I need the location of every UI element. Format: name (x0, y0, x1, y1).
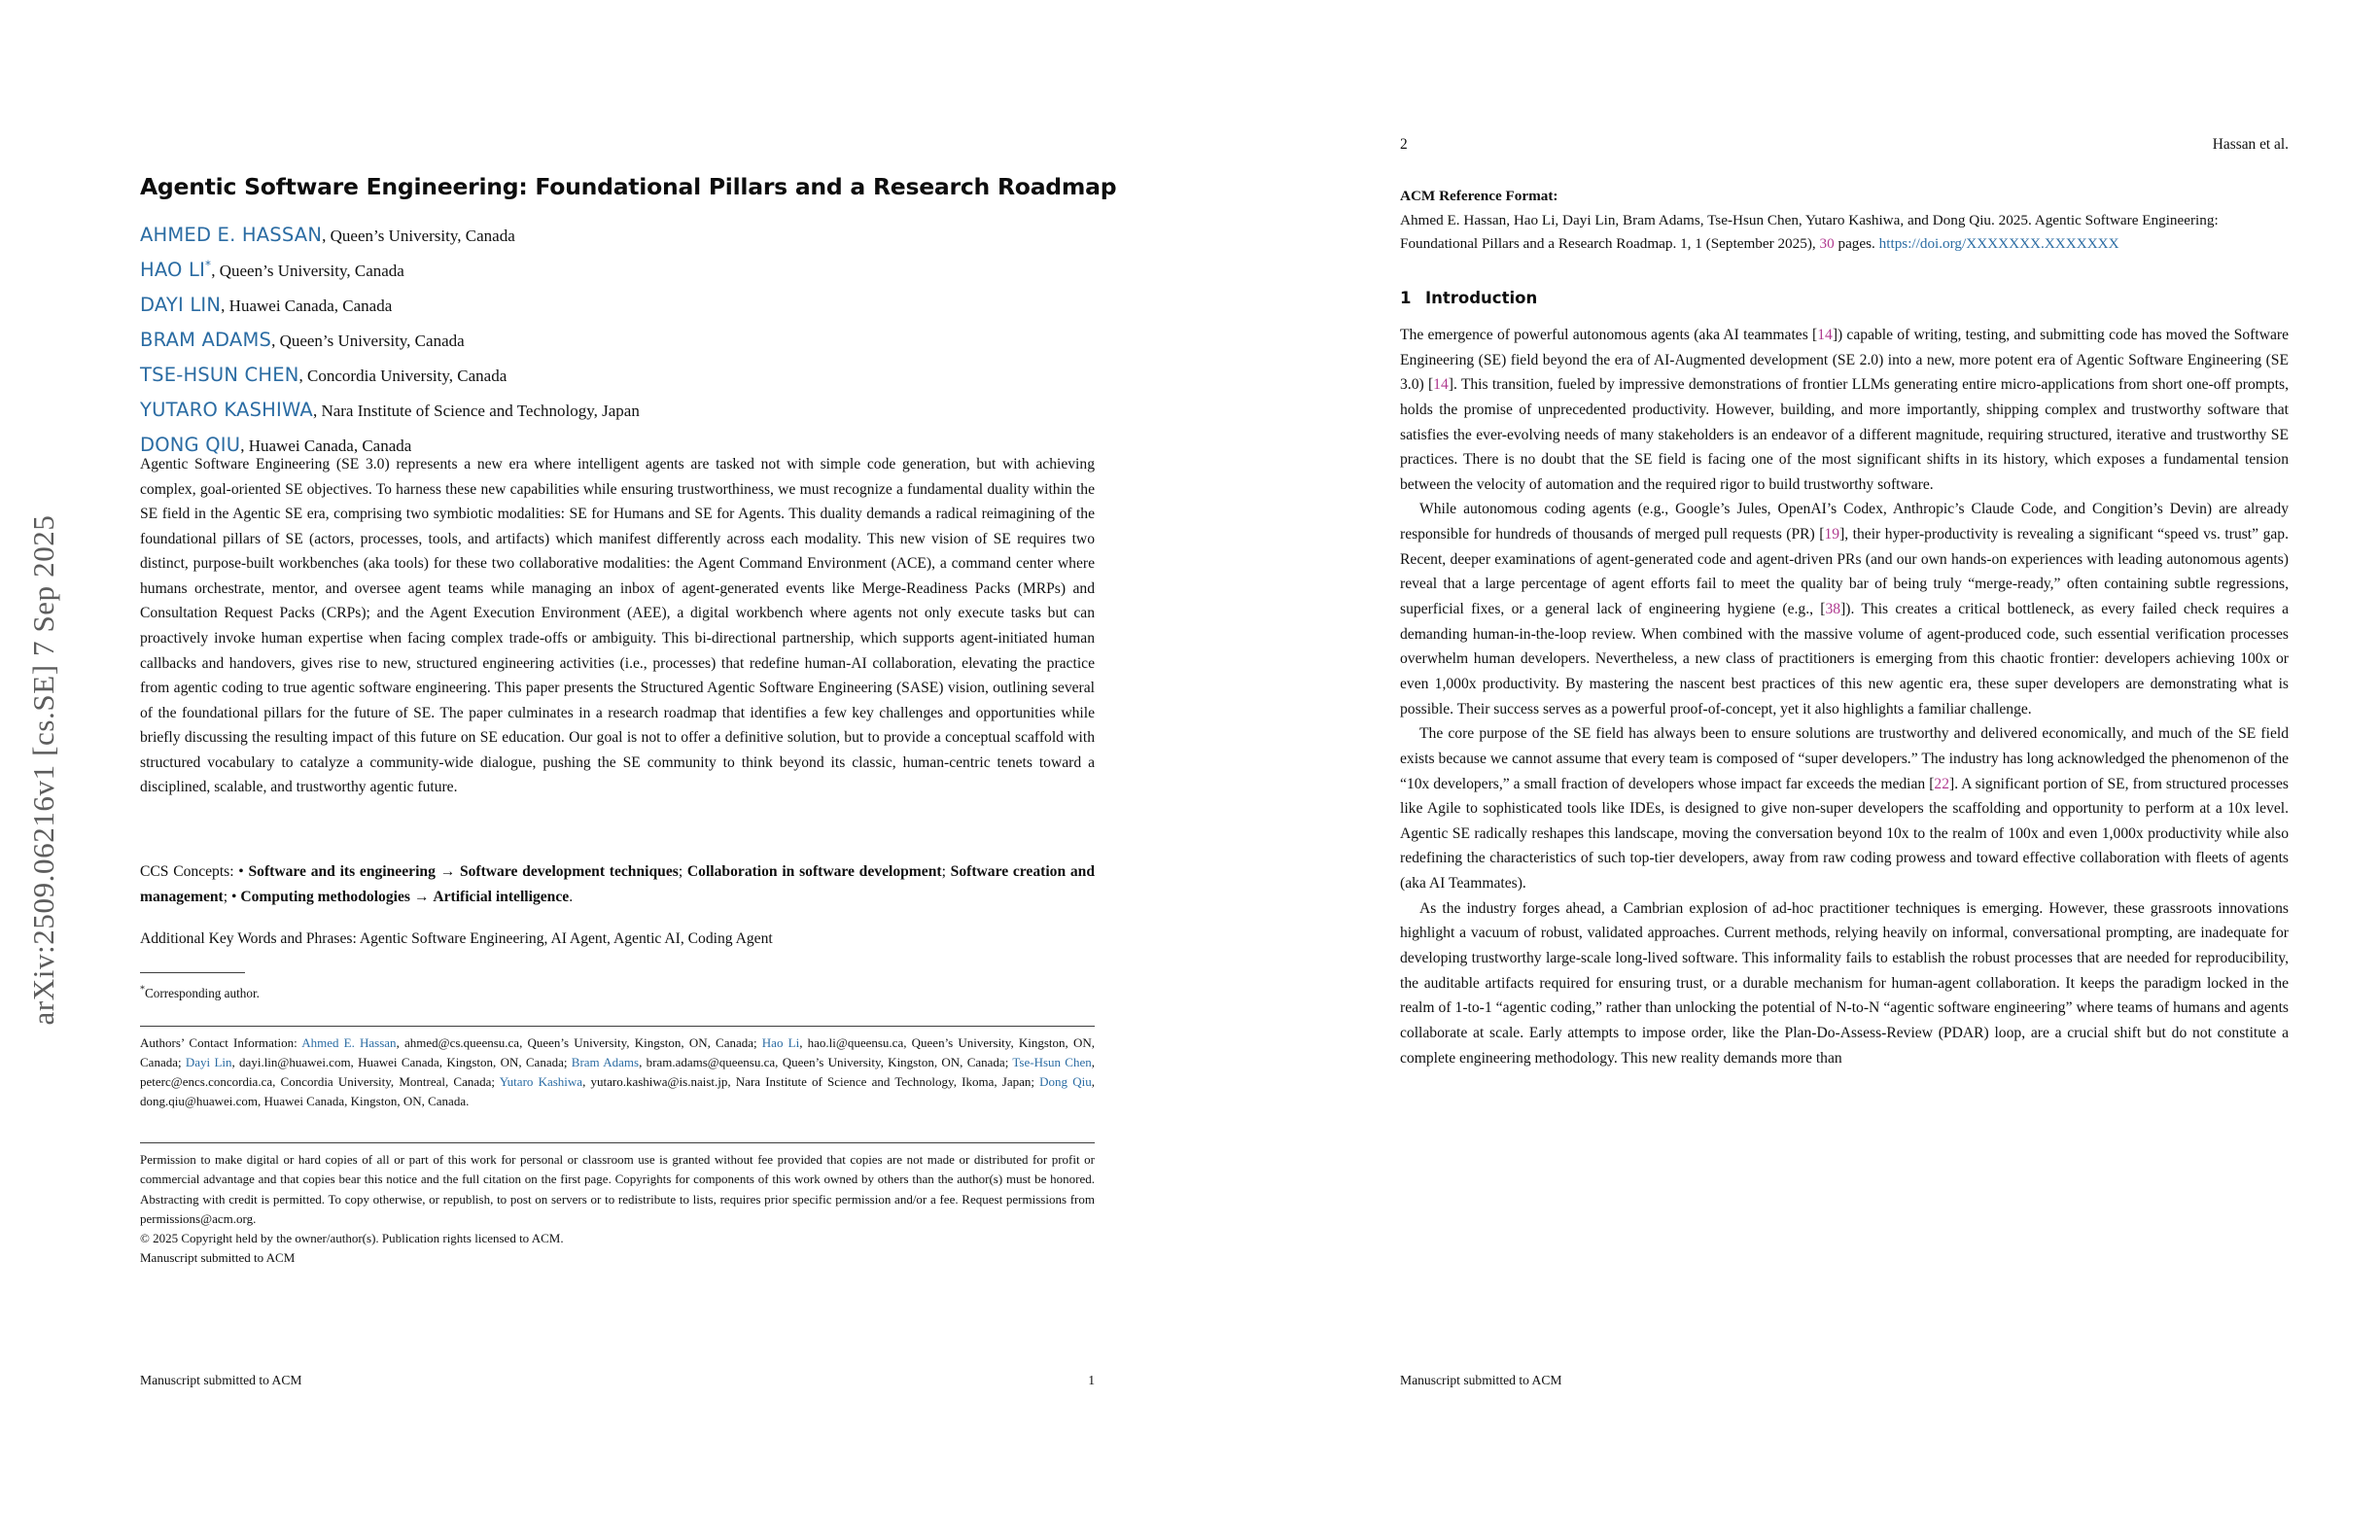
author-name-text: AHMED E. HASSAN (140, 224, 323, 246)
contact-rest-chen: , peterc@encs.concordia.ca, Concordia University, Montreal, Canada; (140, 1055, 1095, 1090)
ccs-sep-1: ; (678, 863, 687, 880)
text-run: The emergence of powerful autonomous agents (aka AI teammates [ (1400, 327, 1818, 343)
corresponding-author-note (140, 984, 260, 1003)
permission-notice (140, 1150, 1095, 1269)
page-left-content (140, 0, 1117, 1540)
page-left (70, 0, 1165, 1540)
page-footer-right (1400, 1373, 2289, 1388)
section-heading-introduction (1400, 289, 1537, 307)
author-name-text: YUTARO KASHIWA (140, 399, 313, 421)
ccs-term-5: Computing methodologies (240, 888, 410, 905)
contact-link-hassan[interactable]: Ahmed E. Hassan (301, 1035, 397, 1050)
citation-ref[interactable]: 14 (1433, 376, 1449, 394)
ccs-term-6: Artificial intelligence (433, 888, 570, 905)
author-affiliation: , Huawei Canada, Canada (240, 437, 412, 455)
contact-rest-adams: , bram.adams@queensu.ca, Queen’s University, Kingston, ON, Canada; (639, 1055, 1013, 1070)
acm-reference-part2: pages. (1834, 235, 1879, 253)
section-number: 1 (1400, 289, 1412, 307)
ccs-term-3: Collaboration in software development (686, 863, 942, 880)
contact-link-qiu[interactable]: Dong Qiu (1039, 1074, 1092, 1090)
introduction-body (1400, 323, 2289, 1070)
contact-link-lin[interactable]: Dayi Lin (185, 1055, 232, 1070)
ccs-prefix: CCS Concepts: • (140, 863, 249, 880)
text-run: ]. A significant portion of SE, from structured processes like Agile to sophisticated tools like IDEs, is designed to give non-super developers the scaffolding and opportunity to perform at a 10x level. Agentic SE radically reshapes this landscape, moving the conversation beyond 10x to the realm of 100x and even 1,000x productivity while also redefining the characteristics of such top-tier developers, away from raw coding prowess and toward effective collaboration with fleets of agents (aka AI Teammates). (1400, 775, 2289, 892)
paragraph (1400, 721, 2289, 895)
footer-page-number: 1 (1088, 1373, 1095, 1387)
contact-rest-lin: , dayi.lin@huawei.com, Huawei Canada, Kingston, ON, Canada; (231, 1055, 572, 1070)
text-run: ]) capable of writing, testing, and submitting code has moved the Software Engineering (SE) field beyond the era of AI-Augmented development (SE 2.0) into a new, more potent era of Agentic Software Engineering (SE 3.0) [ (1400, 327, 2290, 394)
copyright-line: © 2025 Copyright held by the owner/author(s). Publication rights licensed to ACM. (140, 1231, 564, 1246)
author-name (140, 294, 221, 316)
permission-body: Permission to make digital or hard copies of all or part of this work for personal or classroom use is granted without fee provided that copies are not made or distributed for profit or commercial advantage and that copies bear this notice and the full citation on the first page. Copyrights for components of this work owned by others than the author(s) must be honored. Abstracting with credit is permitted. To copy otherwise, or republish, to post on servers or to redistribute to lists, requires prior specific permission and/or a fee. Request permissions from permissions@acm.org. (140, 1152, 1095, 1226)
author-affiliation: , Queen’s University, Canada (322, 227, 515, 245)
ccs-concepts (140, 859, 1095, 909)
abstract: Agentic Software Engineering (SE 3.0) represents a new era where intelligent agents are tasked not with simple code generation, but with achieving complex, goal-oriented SE objectives. To harness these new capabilities while ensuring trustworthiness, we must recognize a fundamental duality within the SE field in the Agentic SE era, comprising two symbiotic modalities: SE for Humans and SE for Agents. This duality demands a radical reimagining of the foundational pillars of SE (actors, processes, tools, and artifacts) which manifest differently across each modality. This new vision of SE requires two distinct, purpose-built workbenches (aka tools) for these two collaborative modalities: the Agent Command Environment (ACE), a command center where humans orchestrate, mentor, and oversee agent teams while managing an inbox of agent-generated events like Merge-Readiness Packs (MRPs) and Consultation Request Packs (CRPs); and the Agent Execution Environment (AEE), a digital workbench where agents not only execute tasks but can proactively invoke human expertise when facing complex trade-offs or ambiguity. This bi-directional partnership, which supports agent-initiated human callbacks and handovers, gives rise to new, structured engineering activities (i.e., processes) that redefine human-AI collaboration, elevating the practice from agentic coding to true agentic software engineering. This paper presents the Structured Agentic Software Engineering (SASE) vision, outlining several of the foundational pillars for the future of SE. The paper culminates in a research roadmap that identifies a few key challenges and opportunities while briefly discussing the resulting impact of this future on SE education. Our goal is not to offer a definitive solution, but to provide a conceptual scaffold with structured vocabulary to catalyze a community-wide dialogue, pushing the SE community to think beyond its classic, human-centric tenets toward a disciplined, scalable, and trustworthy agentic future. (140, 456, 1095, 796)
author-affiliation: , Huawei Canada, Canada (221, 297, 393, 315)
running-head (1400, 136, 2289, 154)
paragraph (1400, 497, 2289, 721)
author-name-text: DAYI LIN (140, 294, 222, 316)
author-row (140, 366, 1153, 385)
page-title: Agentic Software Engineering: Foundational Pillars and a Research Roadmap (140, 173, 1117, 200)
author-name-text: TSE-HSUN CHEN (140, 364, 299, 386)
author-name-text: HAO LI (140, 259, 206, 281)
doi-link[interactable]: https://doi.org/XXXXXXX.XXXXXXX (1878, 235, 2119, 253)
text-run: While autonomous coding agents (e.g., Google’s Jules, OpenAI’s Codex, Anthropic’s Claude Code, and Congition’s Devin) are already responsible for hundreds of thousands of merged pull requests (PR) [ (1400, 501, 2289, 543)
contact-link-kashiwa[interactable]: Yutaro Kashiwa (499, 1074, 583, 1090)
citation-ref[interactable]: 38 (1825, 601, 1841, 618)
arxiv-stamp-label: arXiv:2509.06216v1 [cs.SE] 7 Sep 2025 (26, 514, 60, 1026)
paragraph (1400, 323, 2289, 497)
ccs-term-2: Software development techniques (459, 863, 679, 880)
author-list (140, 226, 1153, 471)
ccs-arrow-1: → (435, 863, 460, 880)
author-affiliation: , Concordia University, Canada (298, 367, 508, 385)
ccs-sep-3: ; • (223, 888, 241, 905)
permission-divider (140, 1142, 1095, 1143)
text-run: The core purpose of the SE field has always been to ensure solutions are trustworthy and delivered economically, and much of the SE field exists because we cannot assume that every team is composed of “super developers.” The industry has long acknowledged the phenomenon of the “10x developers,” a small fraction of developers whose impact far exceeds the median [ (1400, 725, 2289, 792)
contact-link-adams[interactable]: Bram Adams (571, 1055, 640, 1070)
text-run: ]. This transition, fueled by impressive demonstrations of frontier LLMs generating entire micro-applications from short one-off prompts, holds the promise of unprecedented productivity. However, building, and more importantly, shipping complex and trustworthy software that satisfies the ever-evolving needs of many stakeholders is an endeavor of a different magnitude, requiring structured, iterative and trustworthy SE practices. There is no doubt that the SE field is facing one of the most significant shifts in its history, which exposes a fundamental tension between the velocity of automation and the required rigor to build trustworthy software. (1400, 376, 2289, 493)
citation-ref[interactable]: 22 (1934, 775, 1950, 792)
acm-reference-pagecount: 30 (1819, 235, 1835, 253)
author-name (140, 224, 322, 246)
authors-contact-information (140, 1033, 1095, 1111)
ccs-sep-2: ; (941, 863, 951, 880)
ccs-end: . (569, 888, 574, 905)
section-title: Introduction (1425, 289, 1538, 307)
contact-rest-li: , hao.li@queensu.ca, Queen’s University, Kingston, ON, Canada; (140, 1035, 1095, 1070)
author-row (140, 258, 1153, 281)
footer-manuscript-note: Manuscript submitted to ACM (140, 1373, 302, 1387)
author-row (140, 401, 1153, 420)
acm-reference-heading: ACM Reference Format: (1400, 188, 1558, 204)
footnote-divider-short (140, 972, 245, 973)
running-head-page-number: 2 (1400, 136, 1408, 153)
text-run: ], their hyper-productivity is revealing a significant “speed vs. trust” gap. Recent, deeper examinations of agent-generated code and agent-driven PRs (and our own hands-on experiences with leading autonomous agents) reveal that a large percentage of agent efforts fail to meet the quality bar of being truly “merge-ready,” often containing subtle regressions, superficial fixes, or a general lack of engineering hygiene (e.g., [ (1400, 526, 2289, 618)
page-footer-left (140, 1373, 1095, 1388)
corresponding-marker: * (140, 984, 145, 996)
corresponding-text: Corresponding author. (145, 986, 260, 1000)
author-name (140, 364, 299, 386)
text-run: ]). This creates a critical bottleneck, as every failed check requires a demanding human-in-the-loop review. When combined with the massive volume of agent-produced code, such essential verification processes overwhelm human developers. Nevertheless, a new class of practitioners is emerging from this chaotic frontier: developers achieving 100x or even 1,000x productivity. By mastering the nascent best practices of this new agentic era, these super developers are demonstrating what is possible. Their success serves as a powerful proof-of-concept, yet it also highlights a familiar challenge. (1400, 601, 2290, 718)
acm-reference-part1: Ahmed E. Hassan, Hao Li, Dayi Lin, Bram Adams, Tse-Hsun Chen, Yutaro Kashiwa, and Dong Qiu. 2025. Agentic Software Engineering: Foundational Pillars and a Research Roadmap. 1, 1 (September 2025), (1400, 211, 2219, 253)
author-name-text: BRAM ADAMS (140, 329, 272, 351)
page-right (1332, 0, 2353, 1540)
keywords: Additional Key Words and Phrases: Agentic Software Engineering, AI Agent, Agentic AI, Coding Agent (140, 930, 773, 947)
author-name (140, 259, 211, 281)
author-row (140, 226, 1153, 245)
contact-divider (140, 1026, 1095, 1027)
running-head-authors: Hassan et al. (2212, 136, 2289, 153)
author-footnote-marker: * (205, 258, 212, 272)
footer-manuscript-note: Manuscript submitted to ACM (1400, 1373, 1562, 1387)
paragraph (1400, 896, 2289, 1070)
contact-rest-kashiwa: , yutaro.kashiwa@is.naist.jp, Nara Institute of Science and Technology, Ikoma, Japan; (582, 1074, 1040, 1090)
contact-rest-qiu: , dong.qiu@huawei.com, Huawei Canada, Kingston, ON, Canada. (140, 1074, 1095, 1109)
author-row (140, 296, 1153, 315)
contact-label: Authors’ Contact Information: (140, 1035, 302, 1050)
author-name (140, 329, 271, 351)
author-name-text: DONG QIU (140, 434, 241, 456)
text-run: As the industry forges ahead, a Cambrian explosion of ad-hoc practitioner techniques is emerging. However, these grassroots innovations highlight a vacuum of robust, validated approaches. Current methods, relying heavily on informal, conversational prompting, are inadequate for developing trustworthy large-scale long-lived software. This informality fails to establish the robust processes that are needed for reproducibility, the auditable artifacts required for ensuring trust, or a durable mechanism for human-agent collaboration. It keeps the paradigm locked in the realm of 1-to-1 “agentic coding,” rather than unlocking the potential of N-to-N “agentic software engineering” where teams of humans and agents collaborate at scale. Early attempts to impose order, like the Plan-Do-Assess-Review (PDAR) loop, are a crucial shift but do not constitute a complete engineering methodology. This new reality demands more than (1400, 899, 2289, 1067)
manuscript-line: Manuscript submitted to ACM (140, 1250, 296, 1266)
author-row (140, 331, 1153, 350)
ccs-arrow-2: → (409, 888, 434, 905)
ccs-term-4: Software creation and management (140, 863, 1096, 905)
contact-link-li[interactable]: Hao Li (761, 1035, 800, 1050)
contact-rest-hassan: , ahmed@cs.queensu.ca, Queen’s University, Kingston, ON, Canada; (396, 1035, 762, 1050)
citation-ref[interactable]: 14 (1817, 327, 1833, 343)
author-affiliation: , Nara Institute of Science and Technology, Japan (312, 402, 640, 420)
citation-ref[interactable]: 19 (1824, 526, 1840, 543)
author-affiliation: , Queen’s University, Canada (211, 262, 404, 280)
page-right-content (1400, 0, 2289, 1540)
ccs-term-1: Software and its engineering (248, 863, 436, 880)
acm-reference-format (1400, 185, 2289, 257)
author-affiliation: , Queen’s University, Canada (271, 332, 465, 350)
author-name (140, 399, 313, 421)
contact-link-chen[interactable]: Tse-Hsun Chen (1012, 1055, 1092, 1070)
